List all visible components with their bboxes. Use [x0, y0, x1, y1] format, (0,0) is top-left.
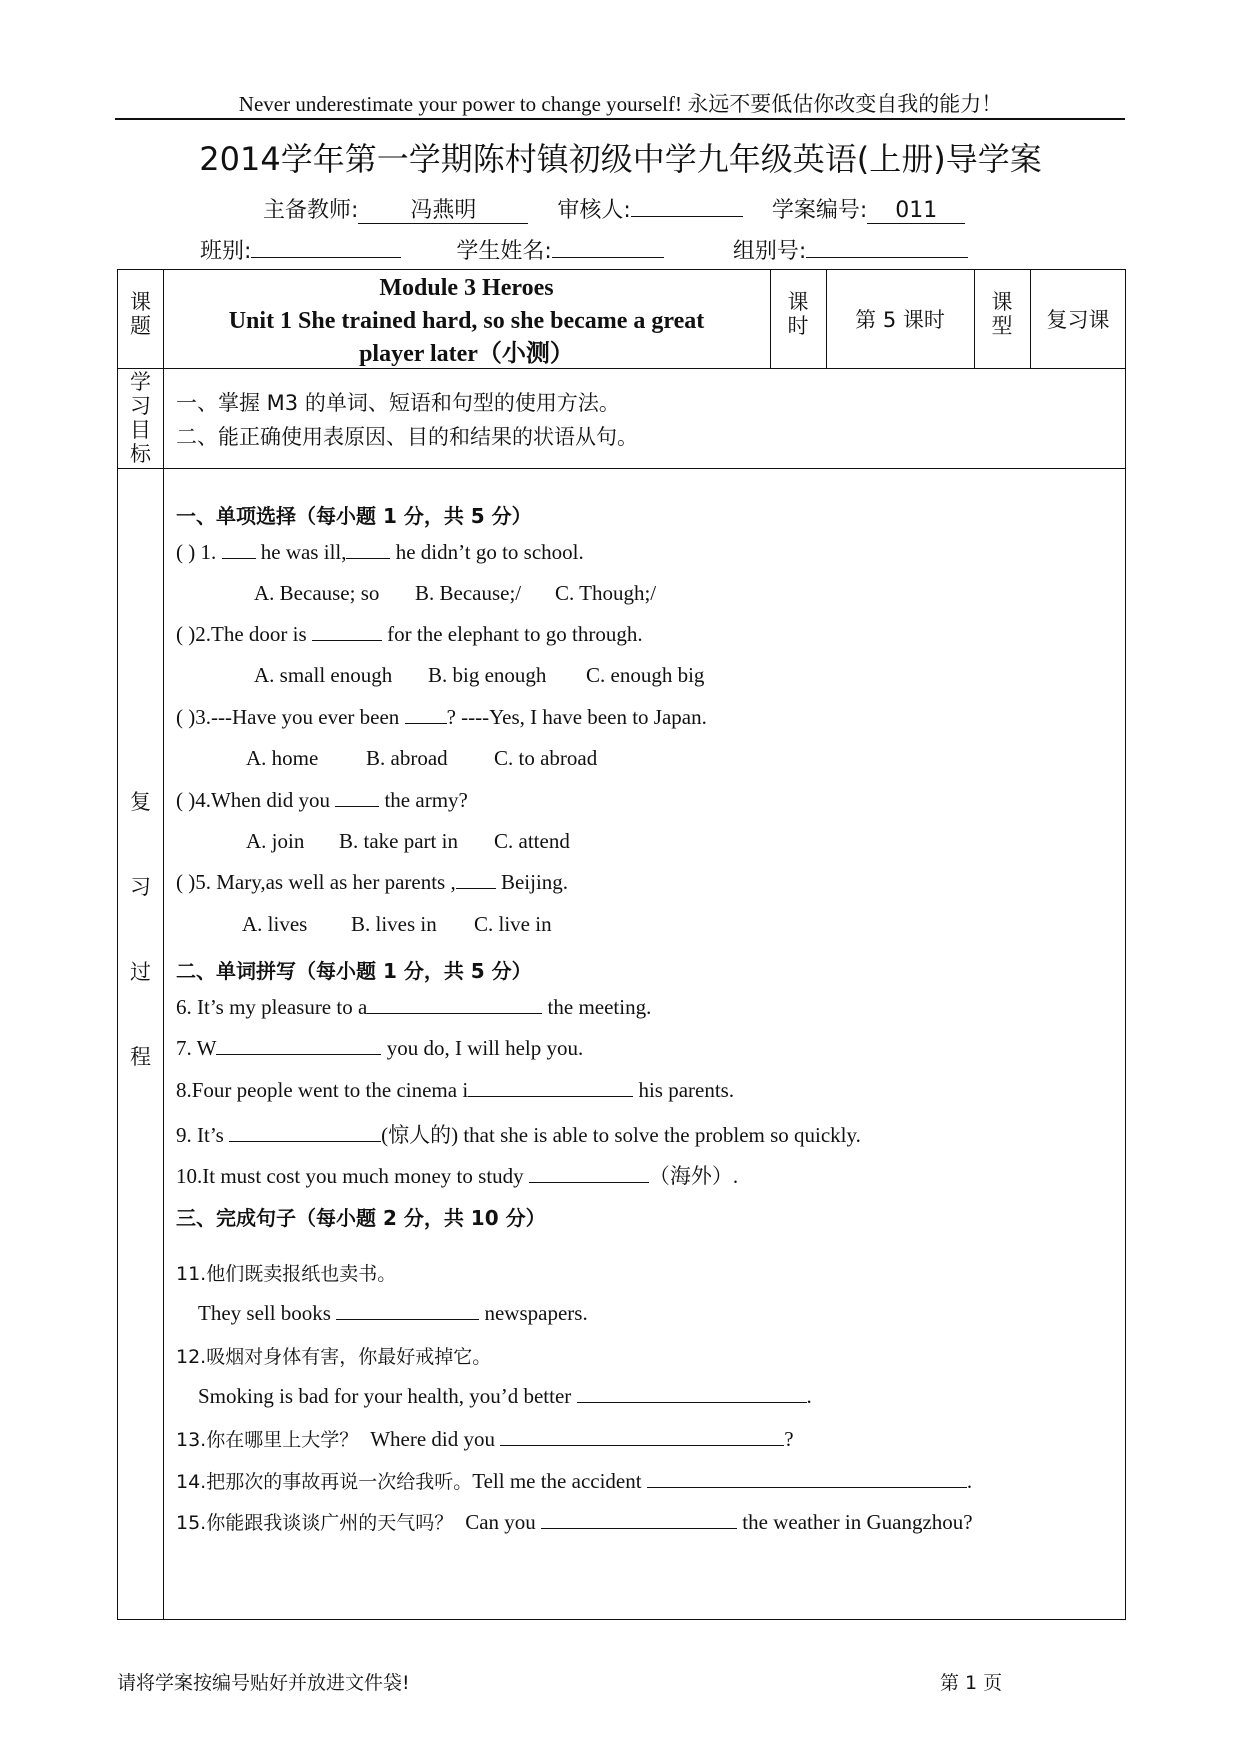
lesson-unit: Unit 1 She trained hard, so she became a great [228, 308, 705, 334]
q4-option-a: A. join [246, 829, 305, 853]
question-3: ( )3.---Have you ever been ? ----Yes, I have been to Japan. [176, 705, 707, 729]
question-7: 7. W you do, I will help you. [176, 1036, 584, 1060]
goal-1: 一、掌握 M3 的单词、短语和句型的使用方法。 [176, 391, 620, 415]
case-no-value: 011 [867, 199, 965, 224]
section-1-heading: 一、单项选择（每小题 1 分，共 5 分） [176, 504, 532, 528]
q5-option-a: A. lives [242, 912, 308, 936]
student-label: 学生姓名: [456, 239, 552, 264]
teacher-label: 主备教师: [263, 198, 359, 223]
lesson-module: Module 3 Heroes [379, 275, 554, 301]
type-value: 复习课 [1046, 308, 1110, 332]
q11-blank[interactable] [336, 1301, 479, 1320]
q4-blank[interactable] [335, 788, 379, 807]
page-number: 第 1 页 [940, 1672, 1003, 1694]
question-4: ( )4.When did you the army? [176, 788, 468, 812]
process-label-1: 复 [130, 790, 151, 814]
topic-label: 课题 [130, 290, 151, 338]
group-blank[interactable] [806, 257, 968, 258]
question-11-prompt: 11.他们既卖报纸也卖书。 [176, 1263, 397, 1285]
process-label-2: 习 [130, 875, 151, 899]
type-label: 课型 [991, 290, 1013, 338]
q1-option-b: B. Because;/ [415, 581, 522, 605]
goals-label: 学习目标 [130, 370, 151, 466]
q10-blank[interactable] [529, 1164, 649, 1183]
group-label: 组别号: [732, 239, 807, 264]
q13-blank[interactable] [500, 1427, 784, 1446]
teacher-row [263, 193, 965, 224]
question-8: 8.Four people went to the cinema i his parents. [176, 1078, 735, 1102]
q5-blank[interactable] [456, 870, 496, 889]
question-11: They sell books newspapers. [198, 1301, 588, 1325]
class-blank[interactable] [251, 257, 401, 258]
q2-option-a: A. small enough [254, 663, 393, 687]
q1-blank-1[interactable] [222, 540, 256, 559]
question-12: Smoking is bad for your health, you’d better . [198, 1384, 812, 1408]
q14-blank[interactable] [647, 1469, 967, 1488]
q6-blank[interactable] [367, 995, 542, 1014]
q9-blank[interactable] [229, 1123, 381, 1142]
q3-option-a: A. home [246, 746, 319, 770]
process-label-4: 程 [130, 1045, 151, 1069]
footer-note: 请将学案按编号贴好并放进文件袋! [117, 1672, 410, 1694]
case-no-label: 学案编号: [771, 198, 868, 223]
q1-option-c: C. Though;/ [555, 581, 657, 605]
q4-option-c: C. attend [494, 829, 570, 853]
page-title: 2014学年第一学期陈村镇初级中学九年级英语(上册)导学案 [199, 140, 1042, 178]
q2-option-c: C. enough big [586, 663, 705, 687]
row-divider [118, 468, 1125, 469]
section-3-heading: 三、完成句子（每小题 2 分，共 10 分） [176, 1206, 546, 1230]
q7-blank[interactable] [216, 1036, 381, 1055]
q1-option-a: A. Because; so [254, 581, 380, 605]
question-5: ( )5. Mary,as well as her parents , Beijing. [176, 870, 569, 894]
question-14: 14.把那次的事故再说一次给我听。Tell me the accident . [176, 1469, 973, 1493]
question-1: ( ) 1. he was ill, he didn’t go to school. [176, 540, 584, 564]
question-10: 10.It must cost you much money to study （海外）. [176, 1164, 739, 1188]
student-row [200, 234, 968, 265]
lesson-subtitle: player later（小测） [359, 341, 574, 367]
q1-blank-2[interactable] [346, 540, 390, 559]
q15-blank[interactable] [541, 1510, 737, 1529]
q8-blank[interactable] [468, 1078, 633, 1097]
question-6: 6. It’s my pleasure to a the meeting. [176, 995, 652, 1019]
question-12-prompt: 12.吸烟对身体有害，你最好戒掉它。 [176, 1346, 492, 1368]
q5-option-b: B. lives in [351, 912, 437, 936]
process-label-3: 过 [130, 960, 151, 984]
q12-blank[interactable] [577, 1384, 807, 1403]
study-table [117, 269, 1126, 1620]
q5-option-c: C. live in [474, 912, 552, 936]
question-2: ( )2.The door is for the elephant to go through. [176, 622, 643, 646]
question-15: 15.你能跟我谈谈广州的天气吗？ Can you the weather in Guangzhou? [176, 1510, 973, 1534]
q4-option-b: B. take part in [339, 829, 458, 853]
student-name-blank[interactable] [552, 257, 664, 258]
q2-option-b: B. big enough [428, 663, 547, 687]
label-column-divider [163, 270, 164, 1619]
reviewer-blank[interactable] [631, 216, 743, 217]
class-label: 班别: [200, 239, 252, 264]
question-13: 13.你在哪里上大学？ Where did you ? [176, 1427, 794, 1451]
section-2-heading: 二、单词拼写（每小题 1 分，共 5 分） [176, 959, 532, 983]
goal-2: 二、能正确使用表原因、目的和结果的状语从句。 [176, 425, 638, 449]
motto: Never underestimate your power to change yourself! 永远不要低估你改变自我的能力！ [238, 92, 1003, 116]
q3-blank[interactable] [405, 705, 447, 724]
reviewer-label: 审核人: [557, 198, 631, 223]
q3-option-b: B. abroad [366, 746, 448, 770]
lesson-title [163, 272, 770, 371]
header-rule [115, 118, 1125, 120]
teacher-value: 冯燕明 [358, 199, 528, 224]
q2-blank[interactable] [312, 622, 382, 641]
question-9: 9. It’s (惊人的) that she is able to solve the problem so quickly. [176, 1123, 861, 1147]
q3-option-c: C. to abroad [494, 746, 598, 770]
period-label: 课时 [787, 290, 809, 338]
period-value: 第 5 课时 [855, 308, 945, 332]
